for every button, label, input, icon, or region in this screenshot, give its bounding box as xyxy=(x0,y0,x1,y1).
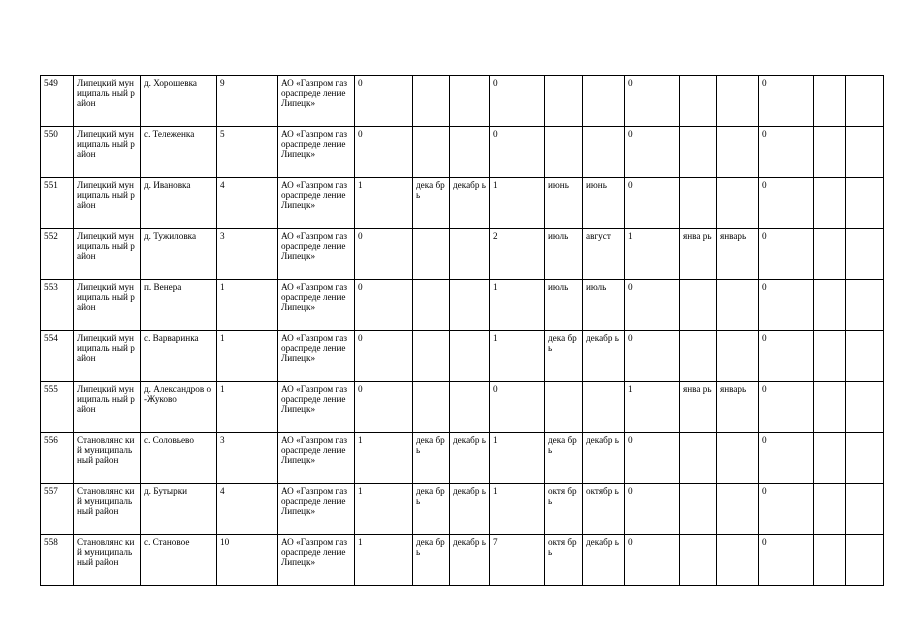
month-cell-3a xyxy=(680,76,717,127)
month-cell-1b xyxy=(450,331,490,382)
table-row xyxy=(41,178,884,229)
extra-cell-b xyxy=(846,178,884,229)
row-number: 555 xyxy=(41,382,74,433)
table-row xyxy=(41,331,884,382)
table-row xyxy=(41,76,884,127)
extra-cell-a xyxy=(814,76,846,127)
month-cell-3b xyxy=(717,280,759,331)
value-cell-2: 1 xyxy=(490,280,545,331)
month-cell-3b xyxy=(717,535,759,586)
month-cell-3a xyxy=(680,433,717,484)
value-cell-1: 0 xyxy=(355,127,413,178)
settlement-cell: д. Хорошевка xyxy=(141,76,217,127)
value-cell-4: 0 xyxy=(759,178,814,229)
district-cell: Липецкий муниципаль ный район xyxy=(74,382,141,433)
month-cell-1a xyxy=(413,127,450,178)
month-cell-2b: декабр ь xyxy=(583,535,625,586)
month-cell-3b: январь xyxy=(717,382,759,433)
value-cell-2: 0 xyxy=(490,76,545,127)
value-cell-1: 0 xyxy=(355,382,413,433)
settlement-cell: с. Становое xyxy=(141,535,217,586)
month-cell-2b: август xyxy=(583,229,625,280)
value-cell-4: 0 xyxy=(759,382,814,433)
extra-cell-a xyxy=(814,433,846,484)
row-number: 550 xyxy=(41,127,74,178)
value-cell-2: 2 xyxy=(490,229,545,280)
month-cell-3b xyxy=(717,331,759,382)
month-cell-3a: янва рь xyxy=(680,382,717,433)
operator-cell: АО «Газпром газораспреде ление Липецк» xyxy=(278,280,355,331)
month-cell-2b: июль xyxy=(583,280,625,331)
extra-cell-a xyxy=(814,127,846,178)
settlement-cell: с. Варваринка xyxy=(141,331,217,382)
district-cell: Становлянс кий муниципаль ный район xyxy=(74,433,141,484)
month-cell-1a: дека брь xyxy=(413,484,450,535)
month-cell-2b: октябр ь xyxy=(583,484,625,535)
value-cell-2: 0 xyxy=(490,127,545,178)
value-cell-1: 1 xyxy=(355,178,413,229)
table-row xyxy=(41,382,884,433)
extra-cell-a xyxy=(814,535,846,586)
month-cell-2a xyxy=(545,127,583,178)
district-cell: Липецкий муниципаль ный район xyxy=(74,331,141,382)
extra-cell-b xyxy=(846,382,884,433)
value-cell-3: 0 xyxy=(625,280,680,331)
value-cell-4: 0 xyxy=(759,229,814,280)
row-number: 553 xyxy=(41,280,74,331)
value-cell-1: 1 xyxy=(355,535,413,586)
count-cell: 1 xyxy=(217,331,278,382)
month-cell-2b: июнь xyxy=(583,178,625,229)
value-cell-3: 0 xyxy=(625,76,680,127)
count-cell: 5 xyxy=(217,127,278,178)
month-cell-3b xyxy=(717,433,759,484)
table-body xyxy=(41,76,884,586)
month-cell-2a: дека брь xyxy=(545,433,583,484)
month-cell-1b xyxy=(450,76,490,127)
month-cell-2a xyxy=(545,382,583,433)
settlement-cell: с. Тележенка xyxy=(141,127,217,178)
value-cell-4: 0 xyxy=(759,76,814,127)
month-cell-2a: октя брь xyxy=(545,484,583,535)
extra-cell-b xyxy=(846,331,884,382)
district-cell: Липецкий муниципаль ный район xyxy=(74,229,141,280)
operator-cell: АО «Газпром газораспреде ление Липецк» xyxy=(278,535,355,586)
value-cell-3: 1 xyxy=(625,382,680,433)
table-row xyxy=(41,433,884,484)
value-cell-2: 0 xyxy=(490,382,545,433)
district-cell: Липецкий муниципаль ный район xyxy=(74,178,141,229)
row-number: 557 xyxy=(41,484,74,535)
month-cell-1a xyxy=(413,76,450,127)
count-cell: 1 xyxy=(217,382,278,433)
operator-cell: АО «Газпром газораспреде ление Липецк» xyxy=(278,229,355,280)
table-row xyxy=(41,229,884,280)
month-cell-3a xyxy=(680,331,717,382)
value-cell-4: 0 xyxy=(759,535,814,586)
row-number: 552 xyxy=(41,229,74,280)
extra-cell-a xyxy=(814,280,846,331)
month-cell-1b xyxy=(450,280,490,331)
extra-cell-b xyxy=(846,280,884,331)
district-cell: Становлянс кий муниципаль ный район xyxy=(74,535,141,586)
row-number: 556 xyxy=(41,433,74,484)
month-cell-2b xyxy=(583,76,625,127)
value-cell-2: 1 xyxy=(490,331,545,382)
value-cell-2: 7 xyxy=(490,535,545,586)
district-cell: Становлянс кий муниципаль ный район xyxy=(74,484,141,535)
table-row xyxy=(41,484,884,535)
district-cell: Липецкий муниципаль ный район xyxy=(74,127,141,178)
month-cell-3a xyxy=(680,535,717,586)
value-cell-2: 1 xyxy=(490,433,545,484)
value-cell-2: 1 xyxy=(490,178,545,229)
month-cell-2b: декабр ь xyxy=(583,433,625,484)
value-cell-1: 1 xyxy=(355,433,413,484)
month-cell-1b xyxy=(450,127,490,178)
value-cell-1: 0 xyxy=(355,280,413,331)
extra-cell-b xyxy=(846,127,884,178)
operator-cell: АО «Газпром газораспреде ление Липецк» xyxy=(278,382,355,433)
value-cell-3: 0 xyxy=(625,127,680,178)
table-row xyxy=(41,280,884,331)
month-cell-1a: дека брь xyxy=(413,535,450,586)
month-cell-2b: декабр ь xyxy=(583,331,625,382)
value-cell-1: 1 xyxy=(355,484,413,535)
month-cell-1a: дека брь xyxy=(413,178,450,229)
count-cell: 9 xyxy=(217,76,278,127)
settlement-cell: д. Александров о-Жуково xyxy=(141,382,217,433)
month-cell-1a xyxy=(413,331,450,382)
table-row xyxy=(41,535,884,586)
settlement-cell: п. Венера xyxy=(141,280,217,331)
month-cell-2a: июль xyxy=(545,280,583,331)
month-cell-2a xyxy=(545,76,583,127)
operator-cell: АО «Газпром газораспреде ление Липецк» xyxy=(278,331,355,382)
month-cell-3a xyxy=(680,178,717,229)
value-cell-1: 0 xyxy=(355,331,413,382)
value-cell-4: 0 xyxy=(759,127,814,178)
value-cell-4: 0 xyxy=(759,331,814,382)
operator-cell: АО «Газпром газораспреде ление Липецк» xyxy=(278,127,355,178)
value-cell-1: 0 xyxy=(355,229,413,280)
district-cell: Липецкий муниципаль ный район xyxy=(74,76,141,127)
value-cell-4: 0 xyxy=(759,484,814,535)
month-cell-1b xyxy=(450,382,490,433)
extra-cell-b xyxy=(846,76,884,127)
month-cell-3a: янва рь xyxy=(680,229,717,280)
value-cell-3: 0 xyxy=(625,535,680,586)
settlement-cell: д. Бутырки xyxy=(141,484,217,535)
extra-cell-a xyxy=(814,484,846,535)
month-cell-1b: декабр ь xyxy=(450,178,490,229)
extra-cell-b xyxy=(846,433,884,484)
month-cell-2a: июнь xyxy=(545,178,583,229)
month-cell-2b xyxy=(583,127,625,178)
count-cell: 3 xyxy=(217,433,278,484)
value-cell-3: 0 xyxy=(625,433,680,484)
extra-cell-b xyxy=(846,229,884,280)
row-number: 558 xyxy=(41,535,74,586)
operator-cell: АО «Газпром газораспреде ление Липецк» xyxy=(278,76,355,127)
gasification-table xyxy=(40,75,884,586)
row-number: 549 xyxy=(41,76,74,127)
extra-cell-a xyxy=(814,382,846,433)
settlement-cell: д. Ивановка xyxy=(141,178,217,229)
month-cell-2a: октя брь xyxy=(545,535,583,586)
month-cell-1a xyxy=(413,382,450,433)
value-cell-3: 0 xyxy=(625,331,680,382)
month-cell-3b: январь xyxy=(717,229,759,280)
extra-cell-a xyxy=(814,229,846,280)
month-cell-1a xyxy=(413,280,450,331)
district-cell: Липецкий муниципаль ный район xyxy=(74,280,141,331)
month-cell-3b xyxy=(717,76,759,127)
row-number: 554 xyxy=(41,331,74,382)
operator-cell: АО «Газпром газораспреде ление Липецк» xyxy=(278,433,355,484)
count-cell: 4 xyxy=(217,484,278,535)
count-cell: 3 xyxy=(217,229,278,280)
extra-cell-b xyxy=(846,484,884,535)
count-cell: 1 xyxy=(217,280,278,331)
month-cell-3b xyxy=(717,127,759,178)
month-cell-3b xyxy=(717,178,759,229)
count-cell: 10 xyxy=(217,535,278,586)
table-row xyxy=(41,127,884,178)
month-cell-3b xyxy=(717,484,759,535)
value-cell-2: 1 xyxy=(490,484,545,535)
month-cell-1a: дека брь xyxy=(413,433,450,484)
operator-cell: АО «Газпром газораспреде ление Липецк» xyxy=(278,484,355,535)
month-cell-3a xyxy=(680,127,717,178)
value-cell-4: 0 xyxy=(759,433,814,484)
month-cell-2a: июль xyxy=(545,229,583,280)
month-cell-3a xyxy=(680,484,717,535)
month-cell-3a xyxy=(680,280,717,331)
extra-cell-a xyxy=(814,331,846,382)
month-cell-1b: декабр ь xyxy=(450,433,490,484)
value-cell-3: 0 xyxy=(625,178,680,229)
settlement-cell: с. Соловьево xyxy=(141,433,217,484)
extra-cell-a xyxy=(814,178,846,229)
month-cell-2b xyxy=(583,382,625,433)
month-cell-1a xyxy=(413,229,450,280)
value-cell-4: 0 xyxy=(759,280,814,331)
value-cell-1: 0 xyxy=(355,76,413,127)
month-cell-1b: декабр ь xyxy=(450,484,490,535)
row-number: 551 xyxy=(41,178,74,229)
extra-cell-b xyxy=(846,535,884,586)
count-cell: 4 xyxy=(217,178,278,229)
month-cell-1b: декабр ь xyxy=(450,535,490,586)
value-cell-3: 1 xyxy=(625,229,680,280)
month-cell-1b xyxy=(450,229,490,280)
settlement-cell: д. Тужиловка xyxy=(141,229,217,280)
operator-cell: АО «Газпром газораспреде ление Липецк» xyxy=(278,178,355,229)
value-cell-3: 0 xyxy=(625,484,680,535)
month-cell-2a: дека брь xyxy=(545,331,583,382)
